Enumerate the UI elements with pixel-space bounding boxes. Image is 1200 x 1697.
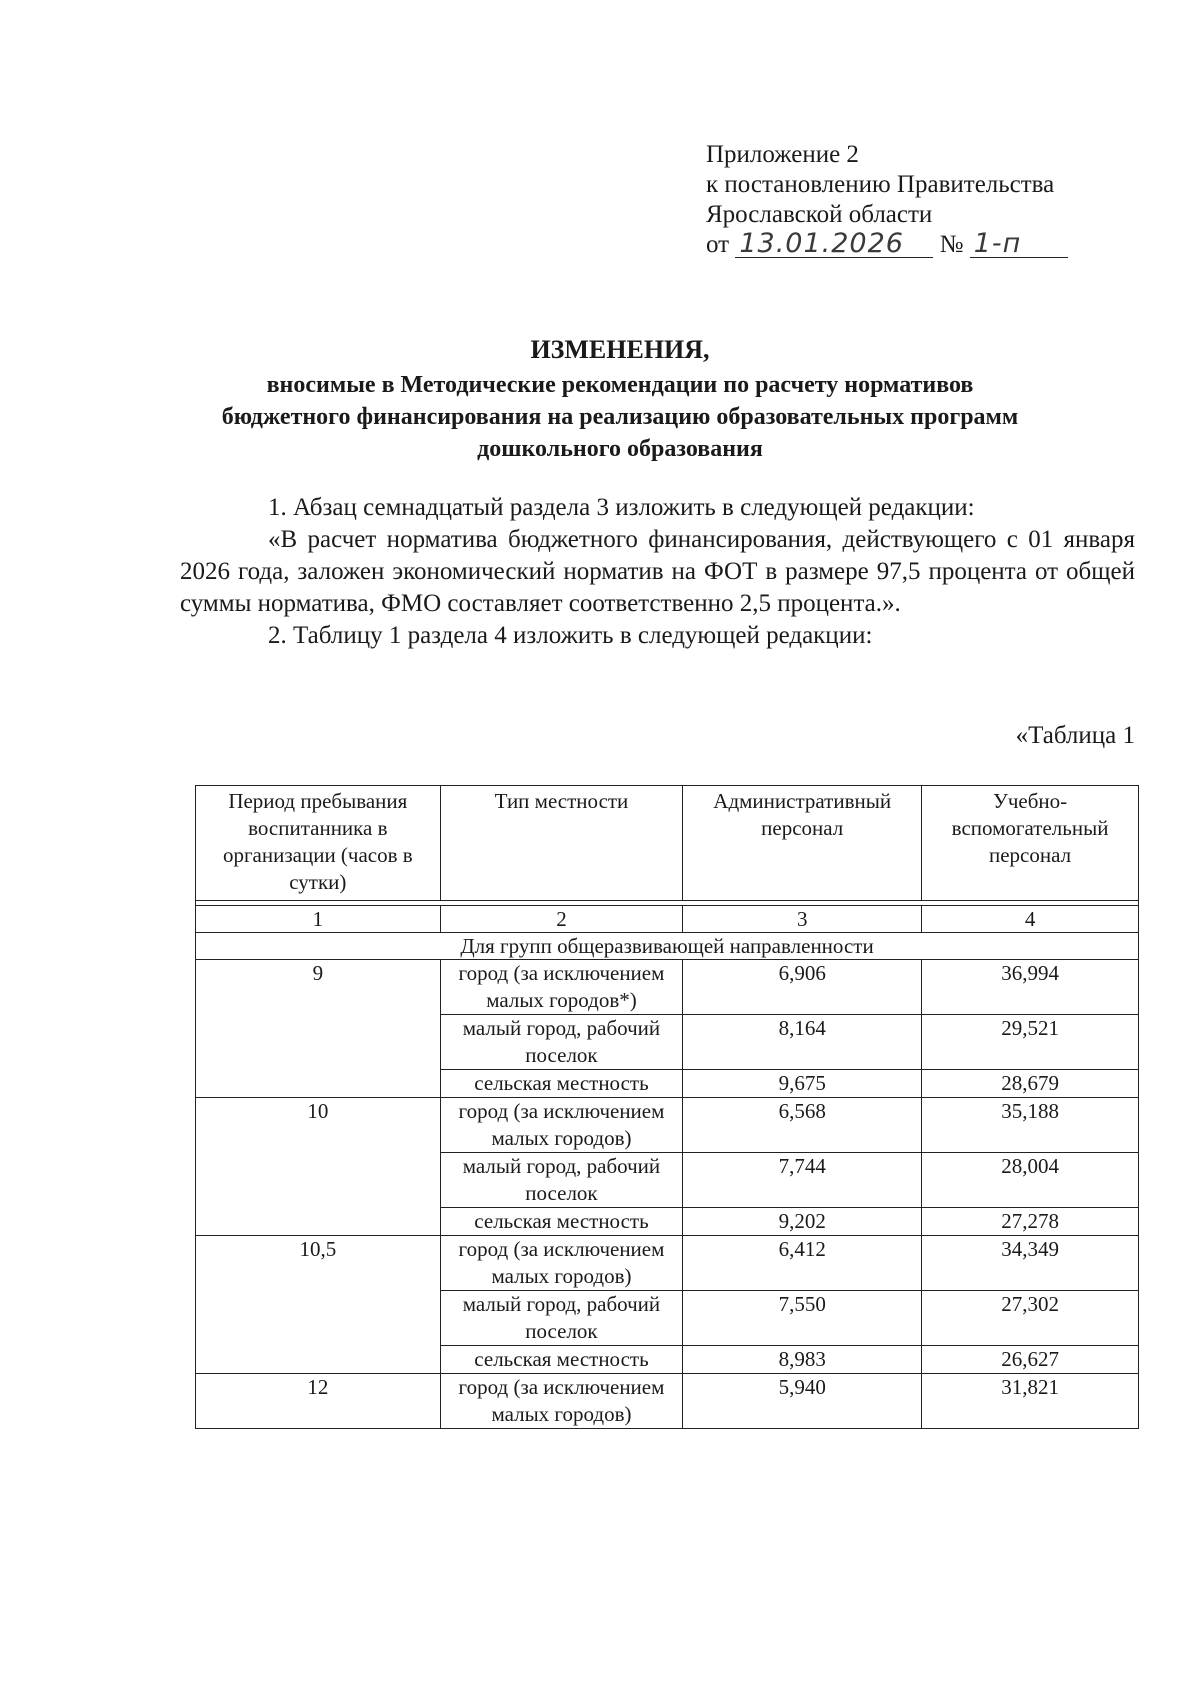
document-body [180,492,1135,652]
admin-value-cell: 8,983 [683,1346,922,1374]
column-number: 1 [196,906,441,933]
period-cell: 12 [196,1374,441,1429]
support-value-cell: 26,627 [922,1346,1139,1374]
handwritten-number: 1-п [970,231,1068,258]
admin-value-cell: 6,412 [683,1236,922,1291]
admin-value-cell: 7,744 [683,1153,922,1208]
title-subtitle-line-2: бюджетного финансирования на реализацию образовательных программ [221,404,1019,430]
column-number: 4 [922,906,1139,933]
title-subtitle-line-1: вносимые в Методические рекомендации по расчету нормативов [266,372,974,398]
from-label: от [706,231,730,258]
admin-value-cell: 5,940 [683,1374,922,1429]
table-row [196,1374,1139,1429]
paragraph-2: «В расчет норматива бюджетного финансирования, действующего с 01 января 2026 года, заложен экономический норматив на ФОТ в размере 97,5 процента от общей суммы норматива, ФМО составляет соответственно 2,5 процента.». [180,526,1135,617]
period-cell: 9 [196,960,441,1098]
area-type-cell: город (за исключением малых городов) [440,1236,683,1291]
annex-decree-line: к постановлению Правительства [706,171,1055,198]
norms-table [195,785,1139,1429]
support-value-cell: 34,349 [922,1236,1139,1291]
area-type-cell: сельская местность [440,1070,683,1098]
table-caption: «Таблица 1 [1015,722,1135,749]
admin-value-cell: 6,906 [683,960,922,1015]
area-type-cell: малый город, рабочий поселок [440,1015,683,1070]
admin-value-cell: 6,568 [683,1098,922,1153]
paragraph-3: 2. Таблицу 1 раздела 4 изложить в следующей редакции: [268,622,873,649]
area-type-cell: сельская местность [440,1208,683,1236]
header-area-type: Тип местности [440,786,683,901]
annex-region-line: Ярославской области [706,201,933,228]
support-value-cell: 31,821 [922,1374,1139,1429]
header-support-staff: Учебно-вспомогательный персонал [922,786,1139,901]
area-type-cell: город (за исключением малых городов) [440,1098,683,1153]
admin-value-cell: 8,164 [683,1015,922,1070]
area-type-cell: город (за исключением малых городов) [440,1374,683,1429]
support-value-cell: 28,004 [922,1153,1139,1208]
title-subtitle-line-3: дошкольного образования [477,436,763,462]
admin-value-cell: 9,675 [683,1070,922,1098]
document-title [180,334,1060,465]
annex-title: Приложение 2 [706,141,859,168]
support-value-cell: 29,521 [922,1015,1139,1070]
table-row [196,1236,1139,1291]
column-numbers-row [196,906,1139,933]
admin-value-cell: 9,202 [683,1208,922,1236]
header-admin-staff: Административный персонал [683,786,922,901]
annex-date-line [706,230,1068,260]
handwritten-date: 13.01.2026 [735,231,933,258]
period-cell: 10 [196,1098,441,1236]
title-main: ИЗМЕНЕНИЯ, [530,335,710,364]
column-number: 3 [683,906,922,933]
header-period: Период пребывания воспитанника в организации (часов в сутки) [196,786,441,901]
area-type-cell: малый город, рабочий поселок [440,1291,683,1346]
section-row [196,933,1139,960]
area-type-cell: малый город, рабочий поселок [440,1153,683,1208]
support-value-cell: 28,679 [922,1070,1139,1098]
section-title: Для групп общеразвивающей направленности [196,933,1139,960]
support-value-cell: 27,302 [922,1291,1139,1346]
number-label: № [939,231,964,258]
column-number: 2 [440,906,683,933]
table-row [196,960,1139,1015]
annex-block [706,140,1068,260]
support-value-cell: 35,188 [922,1098,1139,1153]
admin-value-cell: 7,550 [683,1291,922,1346]
period-cell: 10,5 [196,1236,441,1374]
table-row [196,1098,1139,1153]
paragraph-1: 1. Абзац семнадцатый раздела 3 изложить в следующей редакции: [268,494,975,521]
support-value-cell: 36,994 [922,960,1139,1015]
table-header-row [196,786,1139,901]
area-type-cell: сельская местность [440,1346,683,1374]
support-value-cell: 27,278 [922,1208,1139,1236]
area-type-cell: город (за исключением малых городов*) [440,960,683,1015]
